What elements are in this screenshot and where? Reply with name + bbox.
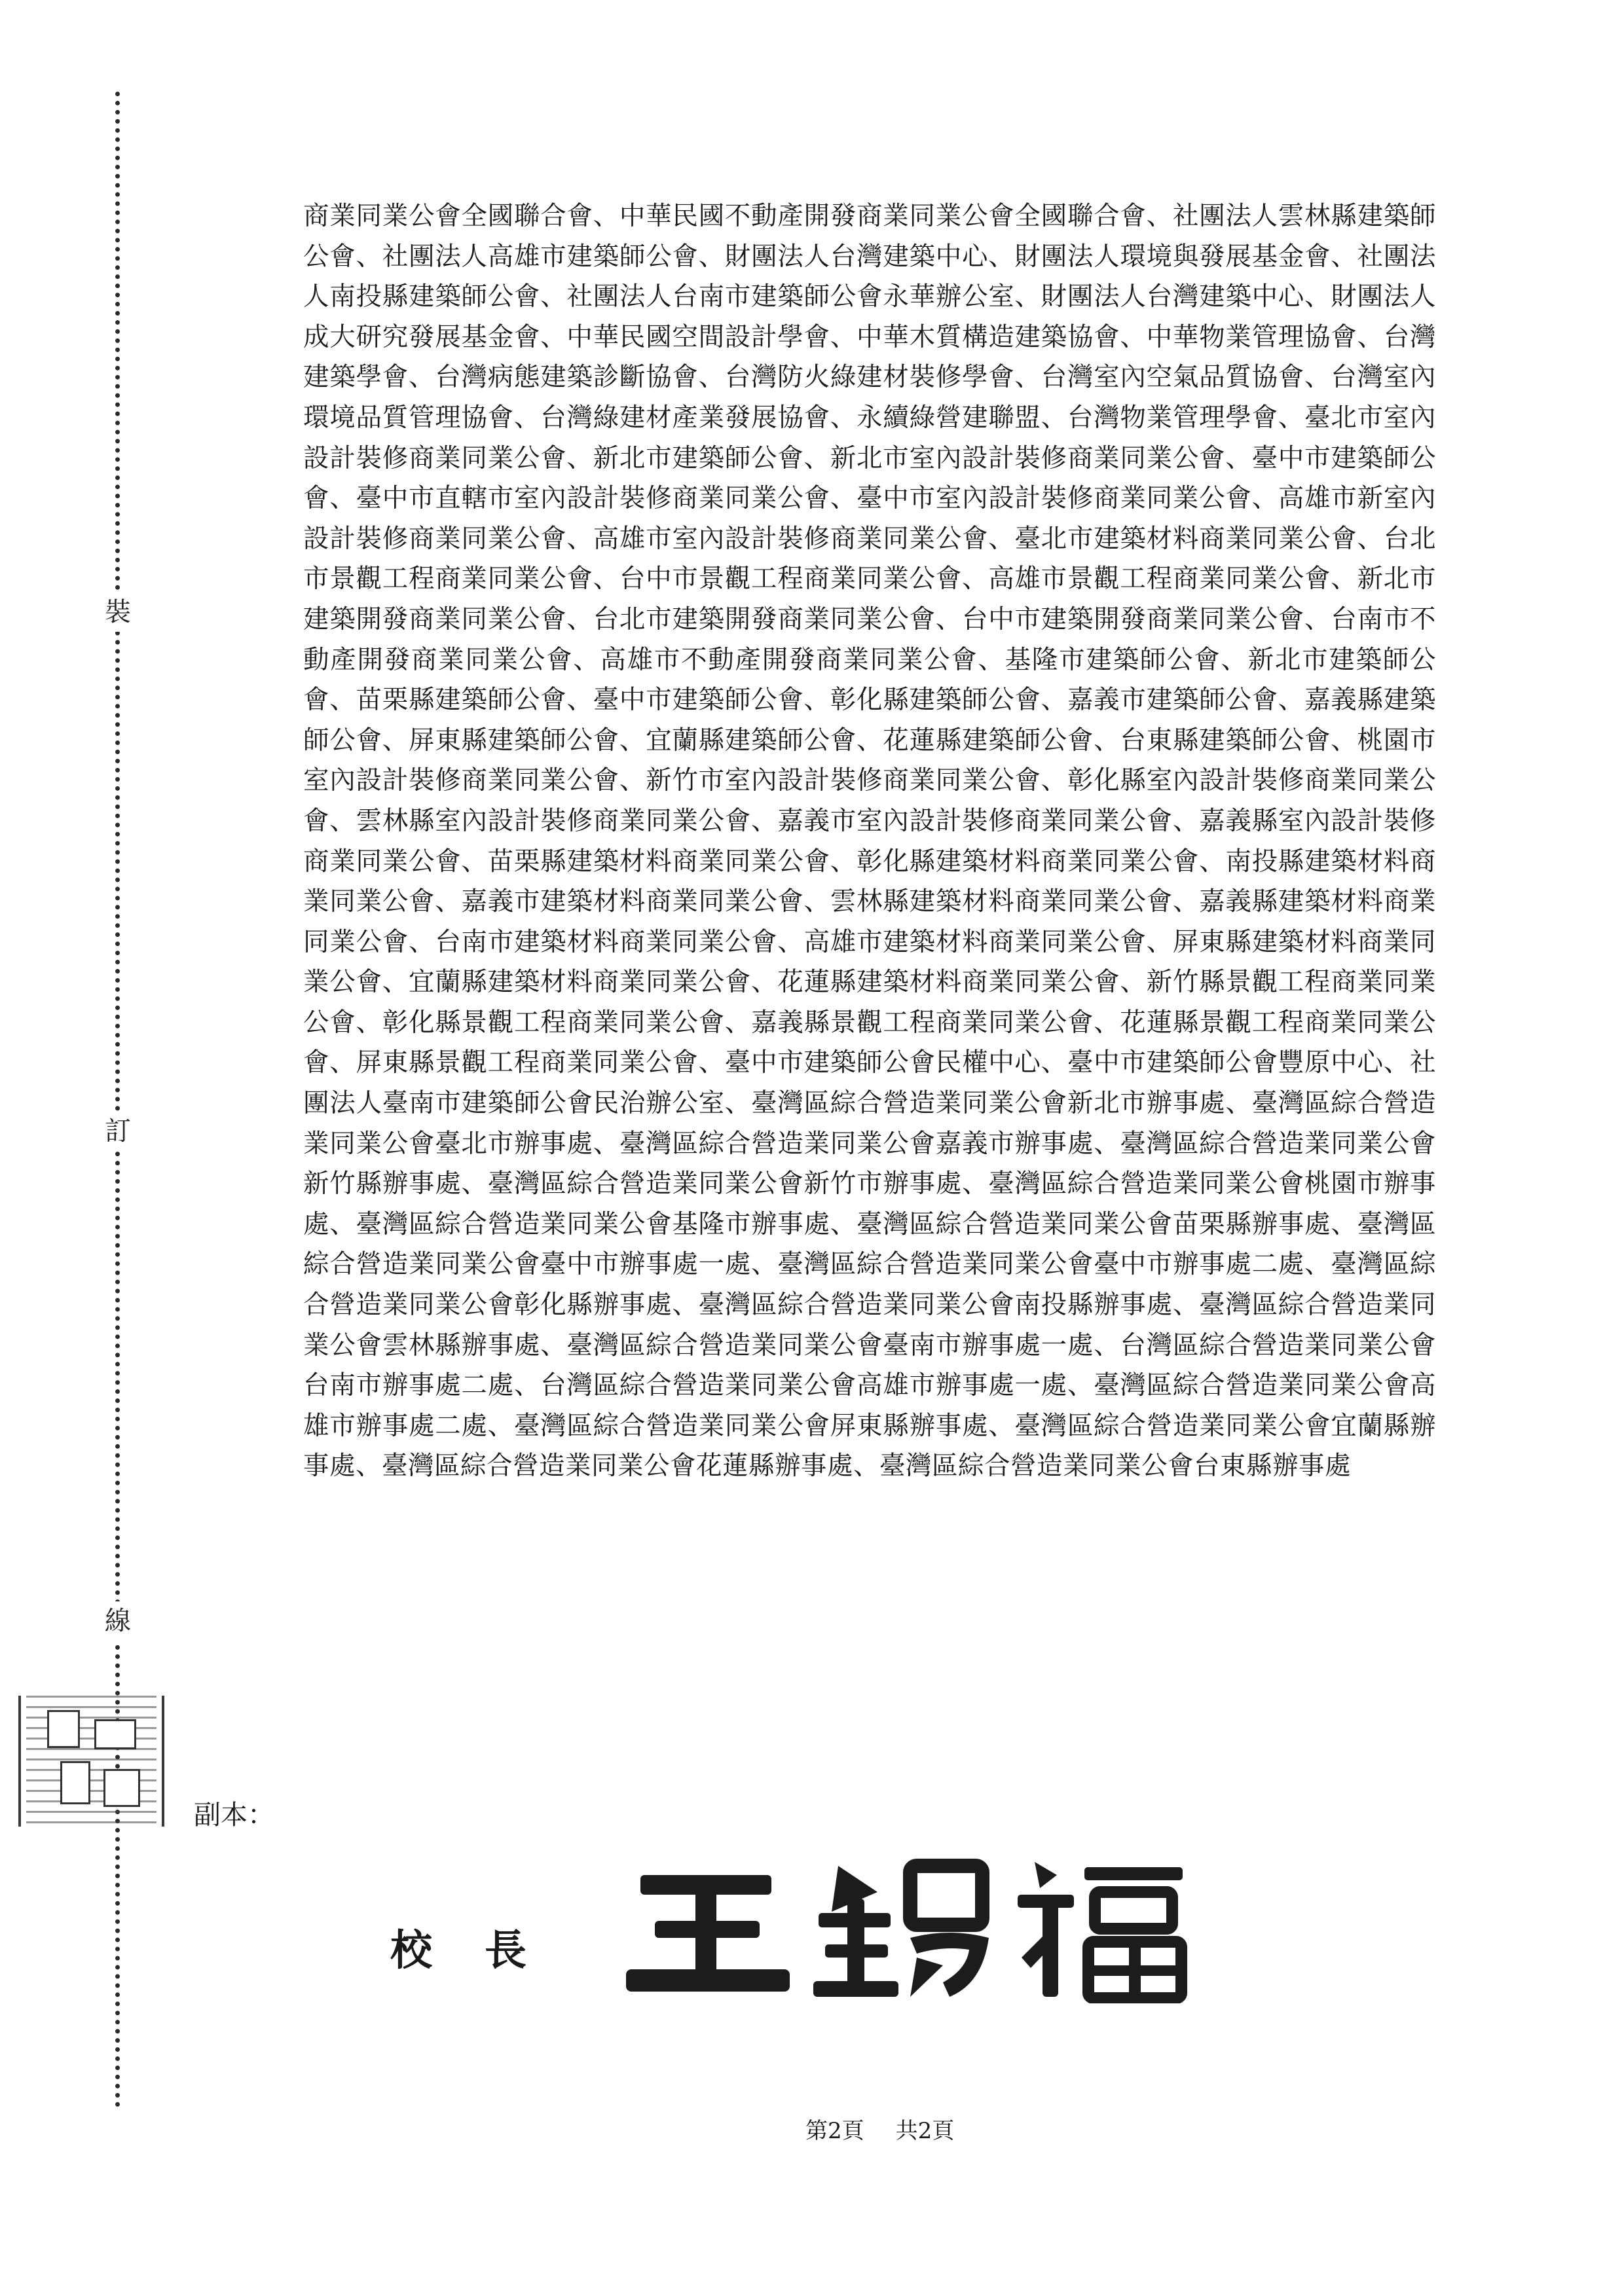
- page-number: 第2頁: [805, 2118, 864, 2144]
- binding-label-middle: 訂: [98, 1112, 138, 1151]
- seal-glyph-fu: [1018, 1862, 1183, 1998]
- page-footer: [805, 2116, 1002, 2146]
- seal-glyph-wang: [626, 1875, 790, 1992]
- binding-label-bottom: 線: [98, 1601, 138, 1641]
- page-total: 共2頁: [895, 2118, 955, 2144]
- seal-stamp-glyph: [47, 1710, 80, 1748]
- seal-stamp-strokes: [26, 1696, 157, 1827]
- seal-stamp-glyph: [60, 1761, 90, 1804]
- seal-glyph-xi: [813, 1866, 989, 1997]
- school-seal-stamp: [18, 1696, 164, 1827]
- principal-title: 校長: [390, 1926, 579, 1975]
- principal-name-seal: [622, 1853, 1211, 2003]
- seal-stamp-glyph: [103, 1769, 140, 1807]
- seal-stamp-glyph: [94, 1719, 136, 1749]
- binding-label-top: 裝: [98, 592, 138, 632]
- cc-label: 副本：: [194, 1799, 274, 1831]
- recipients-paragraph: 商業同業公會全國聯合會、中華民國不動產開發商業同業公會全國聯合會、社團法人雲林縣建築師公會、社團法人高雄市建築師公會、財團法人台灣建築中心、財團法人環境與發展基金會、社團法人南投縣建築師公會、社團法人台南市建築師公會永華辦公室、財團法人台灣建築中心、財團法人成大研究發展基金會、中華民國空間設計學會、中華木質構造建築協會、中華物業管理協會、台灣建築學會、台灣病態建築診斷協會、台灣防火綠建材裝修學會、台灣室內空氣品質協會、台灣室內環境品質管理協會、台灣綠建材產業發展協會、永續綠營建聯盟、台灣物業管理學會、臺北市室內設計裝修商業同業公會、新北市建築師公會、新北市室內設計裝修商業同業公會、臺中市建築師公會、臺中市直轄市室內設計裝修商業同業公會、臺中市室內設計裝修商業同業公會、高雄市新室內設計裝修商業同業公會、高雄市室內設計裝修商業同業公會、臺北市建築材料商業同業公會、台北市景觀工程商業同業公會、台中市景觀工程商業同業公會、高雄市景觀工程商業同業公會、新北市建築開發商業同業公會、台北市建築開發商業同業公會、台中市建築開發商業同業公會、台南市不動產開發商業同業公會、高雄市不動產開發商業同業公會、基隆市建築師公會、新北市建築師公會、苗栗縣建築師公會、臺中市建築師公會、彰化縣建築師公會、嘉義市建築師公會、嘉義縣建築師公會、屏東縣建築師公會、宜蘭縣建築師公會、花蓮縣建築師公會、台東縣建築師公會、桃園市室內設計裝修商業同業公會、新竹市室內設計裝修商業同業公會、彰化縣室內設計裝修商業同業公會、雲林縣室內設計裝修商業同業公會、嘉義市室內設計裝修商業同業公會、嘉義縣室內設計裝修商業同業公會、苗栗縣建築材料商業同業公會、彰化縣建築材料商業同業公會、南投縣建築材料商業同業公會、嘉義市建築材料商業同業公會、雲林縣建築材料商業同業公會、嘉義縣建築材料商業同業公會、台南市建築材料商業同業公會、高雄市建築材料商業同業公會、屏東縣建築材料商業同業公會、宜蘭縣建築材料商業同業公會、花蓮縣建築材料商業同業公會、新竹縣景觀工程商業同業公會、彰化縣景觀工程商業同業公會、嘉義縣景觀工程商業同業公會、花蓮縣景觀工程商業同業公會、屏東縣景觀工程商業同業公會、臺中市建築師公會民權中心、臺中市建築師公會豐原中心、社團法人臺南市建築師公會民治辦公室、臺灣區綜合營造業同業公會新北市辦事處、臺灣區綜合營造業同業公會臺北市辦事處、臺灣區綜合營造業同業公會嘉義市辦事處、臺灣區綜合營造業同業公會新竹縣辦事處、臺灣區綜合營造業同業公會新竹市辦事處、臺灣區綜合營造業同業公會桃園市辦事處、臺灣區綜合營造業同業公會基隆市辦事處、臺灣區綜合營造業同業公會苗栗縣辦事處、臺灣區綜合營造業同業公會臺中市辦事處一處、臺灣區綜合營造業同業公會臺中市辦事處二處、臺灣區綜合營造業同業公會彰化縣辦事處、臺灣區綜合營造業同業公會南投縣辦事處、臺灣區綜合營造業同業公會雲林縣辦事處、臺灣區綜合營造業同業公會臺南市辦事處一處、台灣區綜合營造業同業公會台南市辦事處二處、台灣區綜合營造業同業公會高雄市辦事處一處、臺灣區綜合營造業同業公會高雄市辦事處二處、臺灣區綜合營造業同業公會屏東縣辦事處、臺灣區綜合營造業同業公會宜蘭縣辦事處、臺灣區綜合營造業同業公會花蓮縣辦事處、臺灣區綜合營造業同業公會台東縣辦事處: [303, 201, 1436, 1482]
